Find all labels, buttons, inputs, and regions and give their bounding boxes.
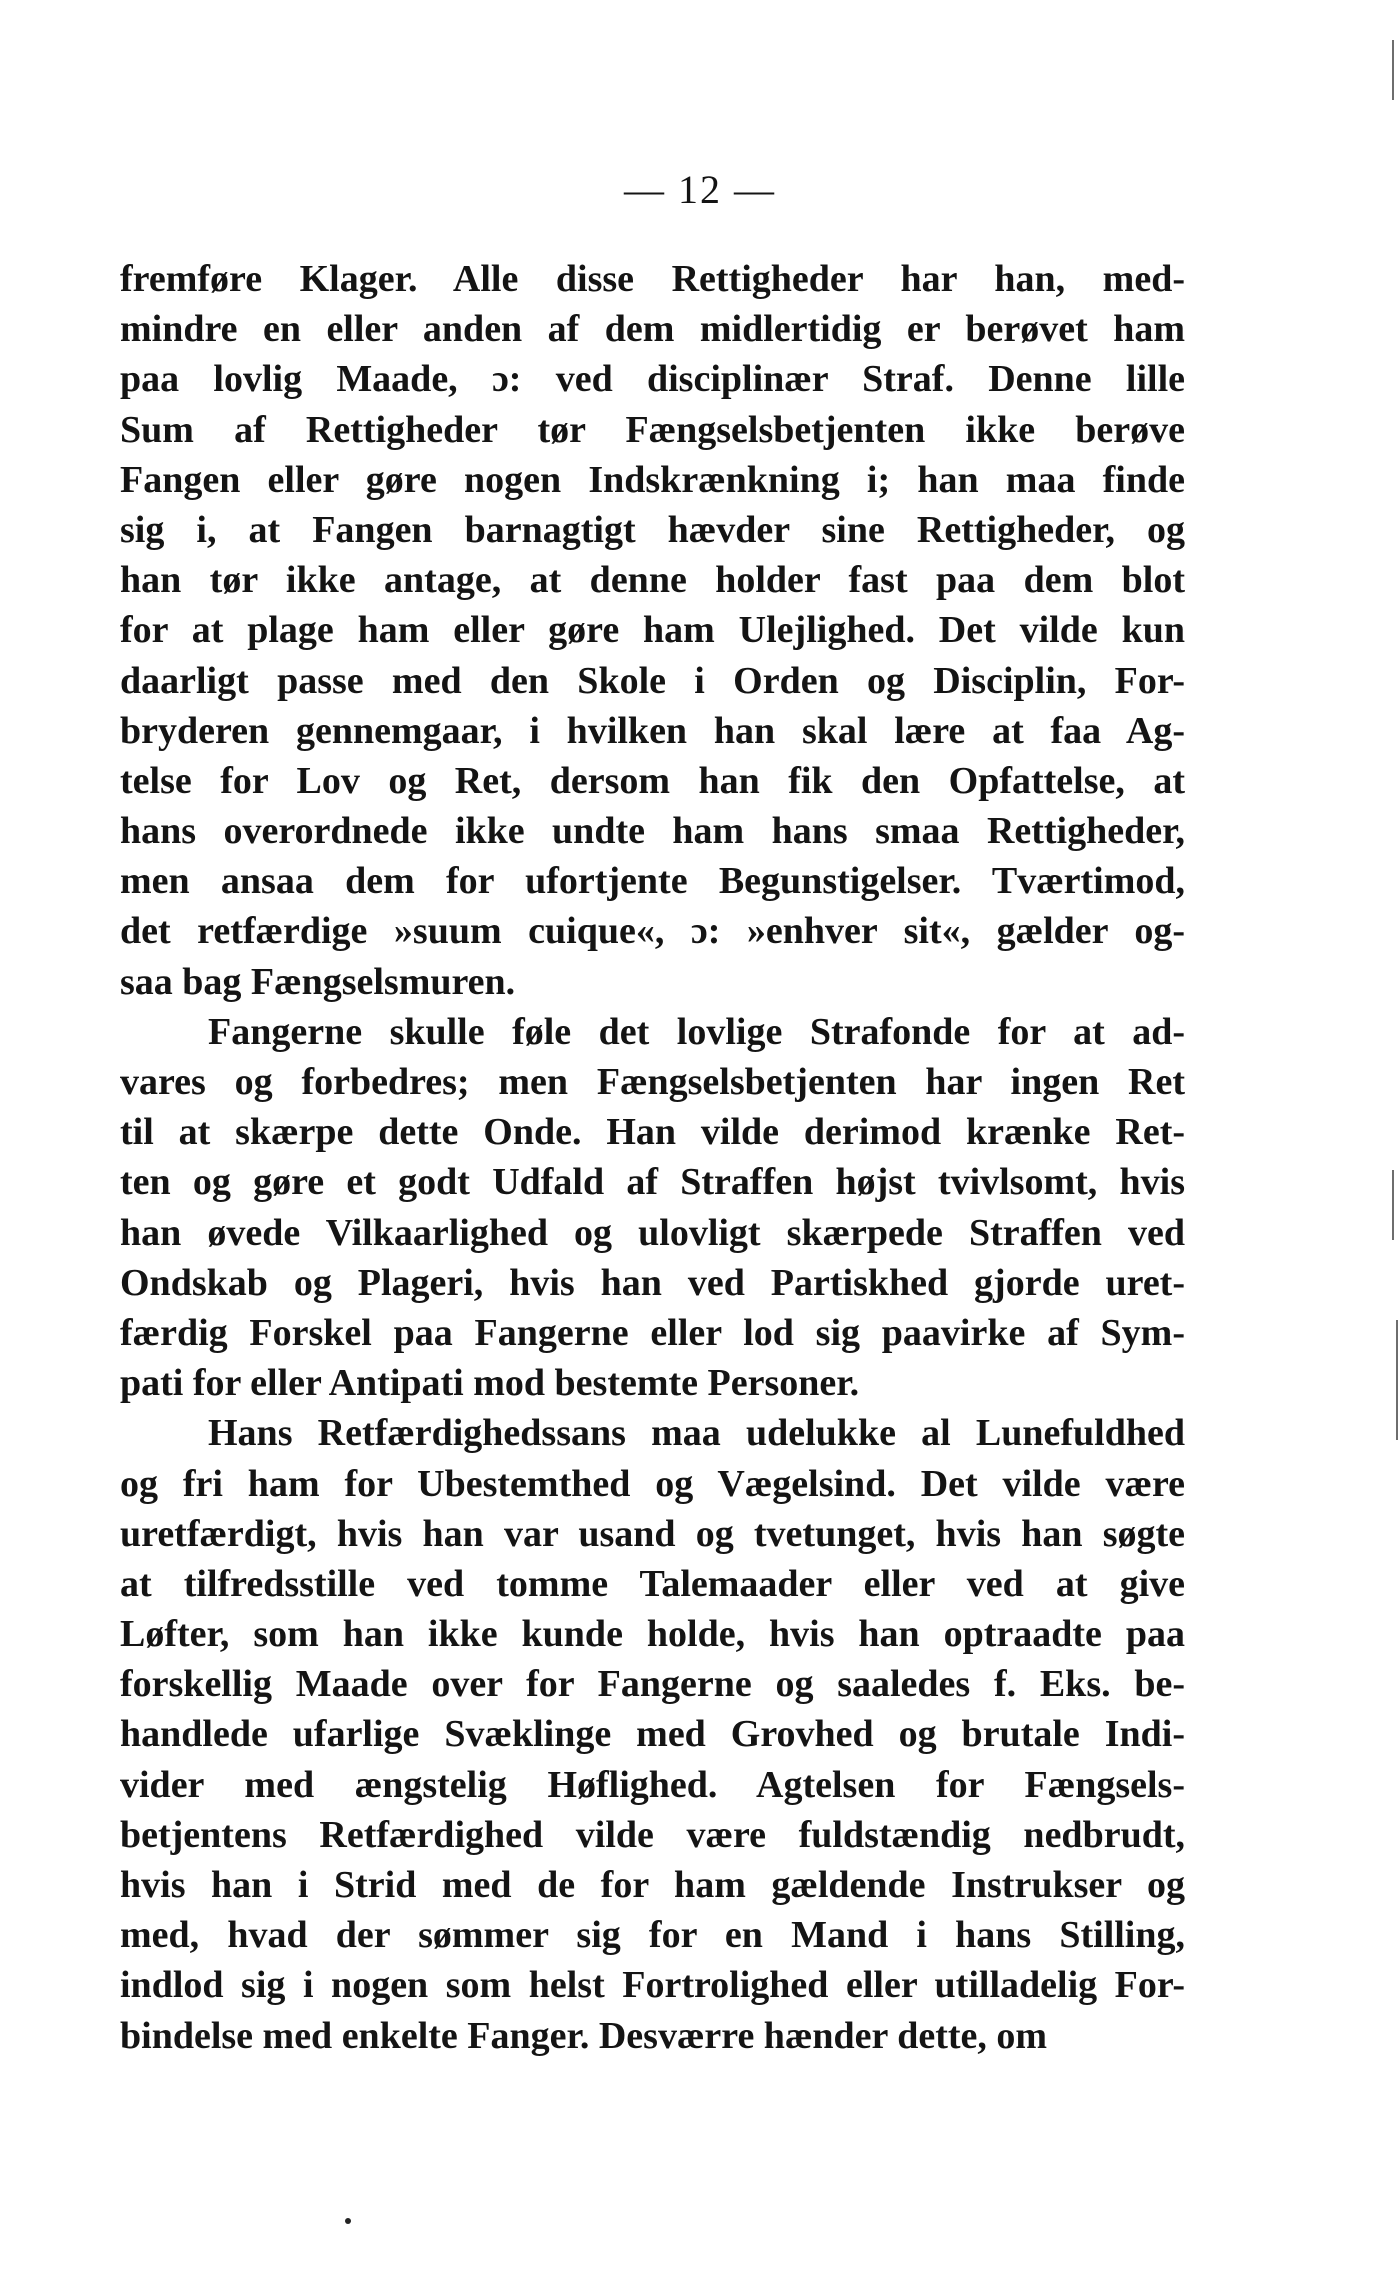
text-line: det retfærdige »suum cuique«, ɔ: »enhver sit«, gælder og- [120, 910, 1185, 953]
text-line: Fangen eller gøre nogen Indskrænkning i; han maa finde [120, 458, 1185, 501]
text-line: mindre en eller anden af dem midlertidig er berøvet ham [120, 308, 1185, 351]
text-line: Løfter, som han ikke kunde holde, hvis han optraadte paa [120, 1613, 1185, 1656]
text-line: ten og gøre et godt Udfald af Straffen højst tvivlsomt, hvis [120, 1161, 1185, 1204]
text-line: fremføre Klager. Alle disse Rettigheder har han, med- [120, 258, 1185, 300]
scan-edge-mark [1396, 1320, 1398, 1440]
text-line: Fangerne skulle føle det lovlige Strafonde for at ad- [208, 1010, 1185, 1053]
text-line: handlede ufarlige Svæklinge med Grovhed og brutale Indi- [120, 1713, 1185, 1756]
text-line: med, hvad der sømmer sig for en Mand i hans Stilling, [120, 1914, 1185, 1957]
paragraph-2 [120, 1007, 1185, 1409]
text-line: vares og forbedres; men Fængselsbetjenten har ingen Ret [120, 1061, 1185, 1103]
text-line: paa lovlig Maade, ɔ: ved disciplinær Straf. Denne lille [120, 358, 1185, 401]
text-line: han tør ikke antage, at denne holder fast paa dem blot [120, 559, 1185, 602]
text-line: saa bag Fængselsmuren. [120, 960, 516, 1003]
text-line: for at plage ham eller gøre ham Ulejlighed. Det vilde kun [120, 609, 1185, 652]
text-line: hvis han i Strid med de for ham gældende Instrukser og [120, 1864, 1185, 1906]
text-line: Sum af Rettigheder tør Fængselsbetjenten ikke berøve [120, 408, 1185, 451]
text-line: til at skærpe dette Onde. Han vilde derimod krænke Ret- [120, 1111, 1185, 1154]
text-line: betjentens Retfærdighed vilde være fuldstændig nedbrudt, [120, 1813, 1185, 1856]
text-line: og fri ham for Ubestemthed og Vægelsind. Det vilde være [120, 1462, 1185, 1505]
text-line: forskellig Maade over for Fangerne og saaledes f. Eks. be- [120, 1663, 1185, 1706]
text-line: telse for Lov og Ret, dersom han fik den Opfattelse, at [120, 759, 1185, 802]
scan-edge-mark [1392, 1170, 1394, 1240]
paragraph-1 [120, 254, 1185, 1007]
paragraph-3 [120, 1408, 1185, 2060]
text-line: pati for eller Antipati mod bestemte Personer. [120, 1362, 860, 1405]
text-line: hans overordnede ikke undte ham hans smaa Rettigheder, [120, 810, 1185, 853]
text-line: han øvede Vilkaarlighed og ulovligt skærpede Straffen ved [120, 1211, 1185, 1254]
ink-speck [345, 2218, 351, 2224]
page-number: — 12 — [624, 167, 776, 212]
text-line: daarligt passe med den Skole i Orden og Disciplin, For- [120, 659, 1185, 702]
text-line: vider med ængstelig Høflighed. Agtelsen for Fængsels- [120, 1763, 1185, 1806]
text-line: bryderen gennemgaar, i hvilken han skal lære at faa Ag- [120, 709, 1185, 752]
body-text [120, 254, 1185, 2061]
text-line: at tilfredsstille ved tomme Talemaader eller ved at give [120, 1562, 1185, 1605]
text-line: Hans Retfærdighedssans maa udelukke al Lunefuldhed [208, 1412, 1185, 1455]
text-line: indlod sig i nogen som helst Fortrolighed eller utilladelig For- [120, 1964, 1185, 2007]
text-line: bindelse med enkelte Fanger. Desværre hænder dette, om [120, 2014, 1048, 2057]
scan-edge-mark [1392, 40, 1394, 100]
text-line: sig i, at Fangen barnagtigt hævder sine Rettigheder, og [120, 508, 1185, 551]
text-line: Ondskab og Plageri, hvis han ved Partiskhed gjorde uret- [120, 1261, 1185, 1304]
text-line: færdig Forskel paa Fangerne eller lod sig paavirke af Sym- [120, 1311, 1185, 1354]
text-line: uretfærdigt, hvis han var usand og tvetunget, hvis han søgte [120, 1512, 1185, 1555]
text-line: men ansaa dem for ufortjente Begunstigelser. Tværtimod, [120, 860, 1185, 903]
